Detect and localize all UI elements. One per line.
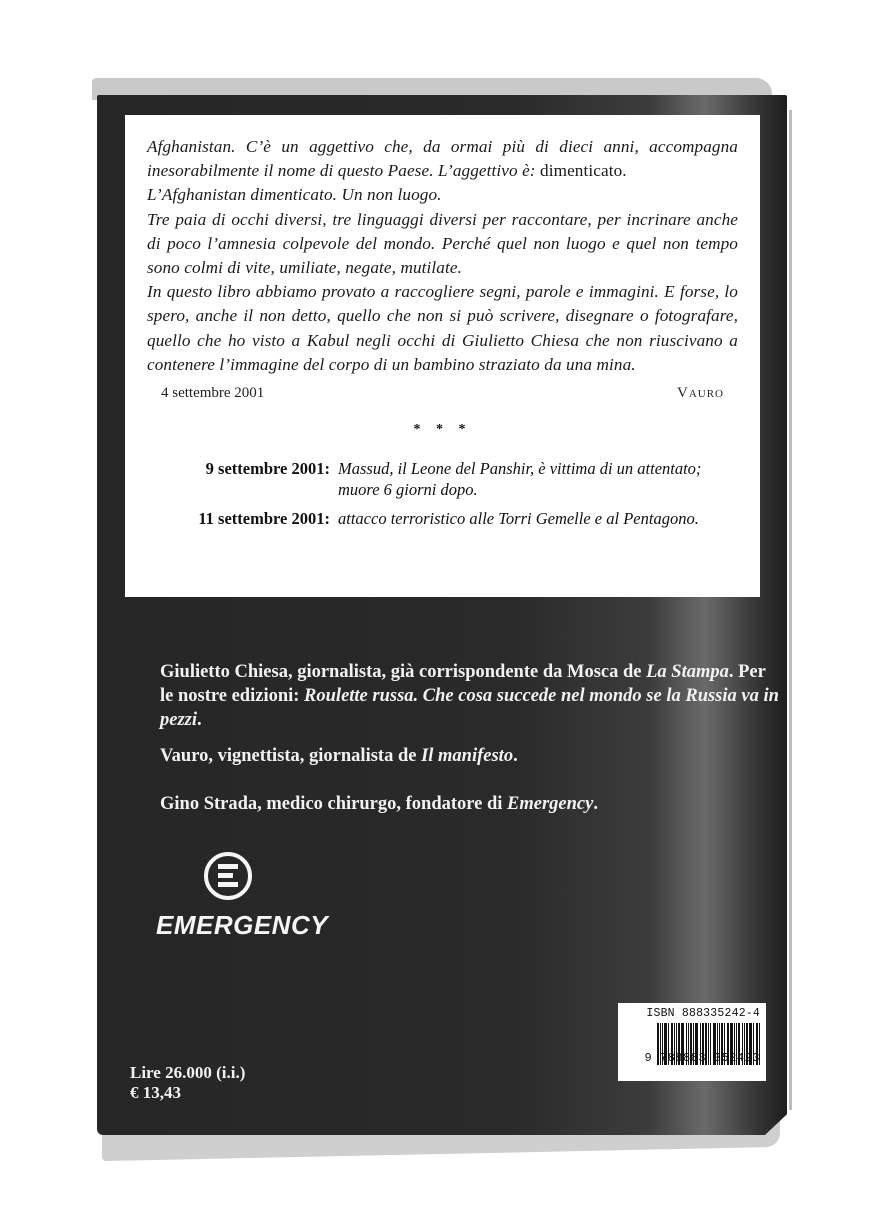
author-bios xyxy=(160,660,780,828)
quote-paragraph: Tre paia di occhi diversi, tre linguaggi diversi per raccontare, per incrinare anche di poco l’amnesia colpevole del mondo. Perché quel non luogo e quel non tempo sono colmi di vite, umiliate, negate, mutilate. xyxy=(147,209,738,278)
quote-paragraph: In questo libro abbiamo provato a raccogliere segni, parole e immagini. E forse, lo spero, anche il non detto, quello che non si può scrivere, disegnare o fotografare, quello che ho visto a Kabul negli occhi di Giulietto Chiesa che non riuscivano a contenere l’immagine del corpo di un bambino straziato da una mina. xyxy=(147,282,738,374)
bio-vauro xyxy=(160,744,780,768)
price-block xyxy=(130,1063,245,1103)
quote-emphasis: dimenticato. xyxy=(540,161,627,181)
cover-fold-line xyxy=(789,110,792,1110)
bio-title: La Stampa xyxy=(646,662,729,682)
signature-row xyxy=(147,385,738,402)
bio-text: Vauro, vignettista, giornalista de xyxy=(160,746,422,766)
timeline-date: 11 settembre 2001: xyxy=(198,509,330,529)
barcode-box xyxy=(618,1003,766,1081)
quote-text: Afghanistan. C’è un aggettivo che, da ormai più di dieci anni, accompagna inesorabilmente il nome di questo Paese. L’aggettivo è: xyxy=(147,137,738,181)
timeline-entry xyxy=(147,508,738,529)
logo-wordmark: EMERGENCY xyxy=(156,910,329,940)
quote-date: 4 settembre 2001 xyxy=(161,385,265,402)
emergency-e-circle-icon xyxy=(204,852,252,900)
quote-author: Vauro xyxy=(676,385,724,402)
quote-paragraph: L’Afghanistan dimenticato. Un non luogo. xyxy=(147,185,442,205)
bio-text: . Per le nostre edizioni: xyxy=(160,662,766,706)
bio-text: . xyxy=(513,746,518,766)
price-euro: € 13,43 xyxy=(130,1083,181,1102)
emergency-logo xyxy=(156,852,329,941)
blurb-panel xyxy=(125,115,760,597)
bio-title: Emergency xyxy=(507,794,594,814)
blurb-quote xyxy=(147,135,738,377)
bio-text: Gino Strada, medico chirurgo, fondatore di xyxy=(160,794,508,814)
timeline-text: Massud, il Leone del Panshir, è vittima di un attentato; muore 6 giorni dopo. xyxy=(338,459,702,500)
timeline-entry xyxy=(147,458,738,500)
ean-number: 9 788883 352423 xyxy=(644,1051,760,1065)
bio-title: Roulette russa. Che cosa succede nel mondo se la Russia va in pezzi xyxy=(160,686,779,730)
bio-title: Il manifesto xyxy=(421,746,514,766)
bio-text: . xyxy=(197,710,202,730)
letter-e-glyph xyxy=(218,864,238,888)
bio-text: Giulietto Chiesa, giornalista, già corrispondente da Mosca de xyxy=(160,662,647,682)
isbn-label: ISBN 888335242-4 xyxy=(646,1007,760,1020)
price-lire: Lire 26.000 (i.i.) xyxy=(130,1063,246,1082)
quote-paragraph xyxy=(147,135,738,183)
timeline xyxy=(147,458,738,529)
bio-text: . xyxy=(593,794,598,814)
separator-asterisks: * * * xyxy=(413,422,472,438)
bio-chiesa xyxy=(160,660,780,732)
timeline-date: 9 settembre 2001: xyxy=(205,459,330,479)
bio-strada xyxy=(160,792,780,816)
timeline-text: attacco terroristico alle Torri Gemelle e al Pentagono. xyxy=(338,509,699,529)
